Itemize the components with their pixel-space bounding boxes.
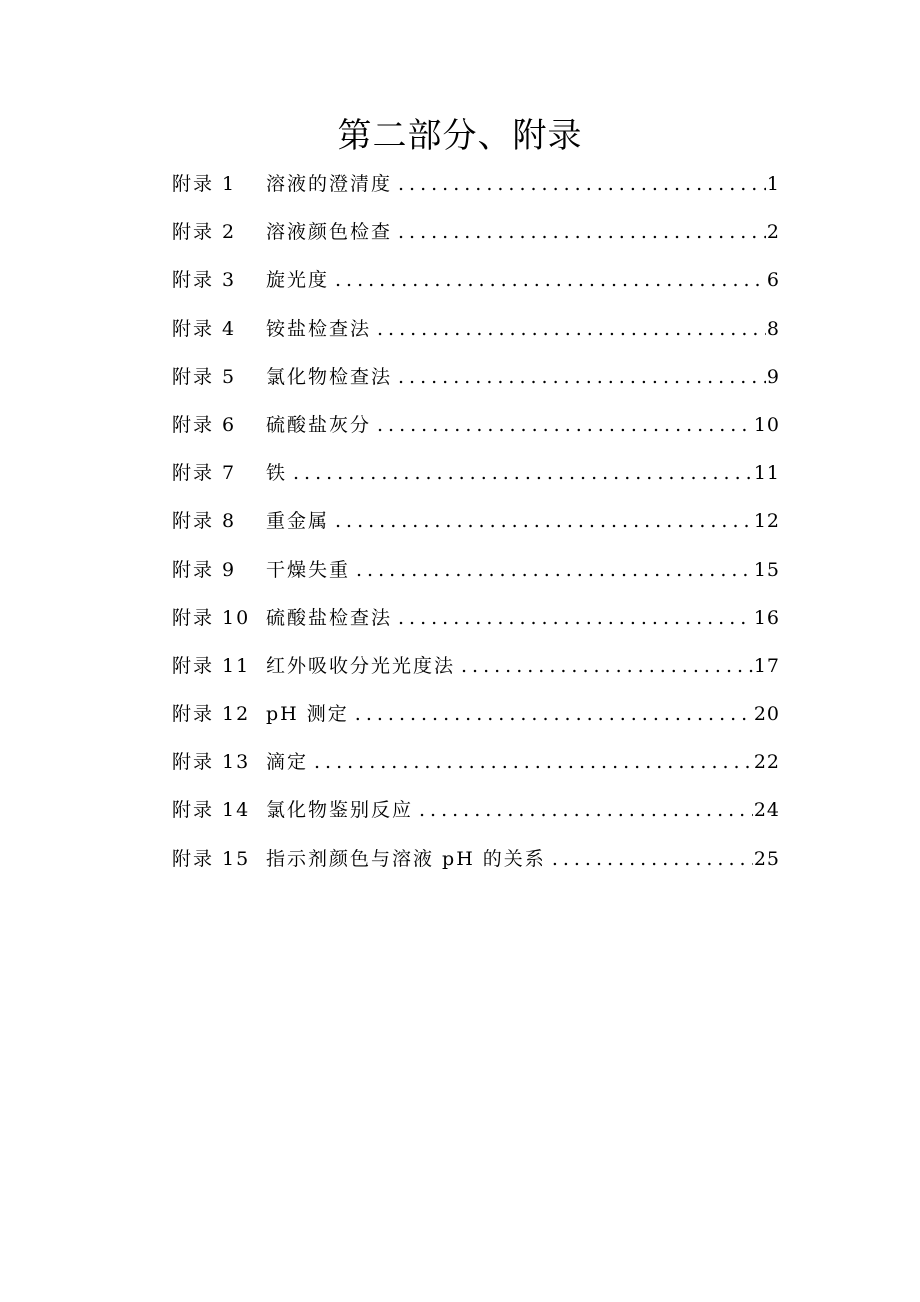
toc-entry-label: 附录 13 — [172, 751, 251, 774]
toc-entry-page: 24 — [753, 799, 780, 822]
toc-entry[interactable] — [172, 311, 780, 359]
toc-entry-label: 附录 1 — [172, 173, 237, 195]
toc-dot-leader — [398, 166, 766, 202]
toc-entry-name: 铁 — [266, 462, 288, 485]
toc-entry[interactable] — [172, 648, 780, 696]
toc-entry-page: 12 — [753, 510, 780, 533]
toc-entry-label: 附录 2 — [172, 221, 237, 244]
toc-entry-label: 附录 10 — [172, 606, 251, 629]
toc-entry[interactable] — [172, 696, 780, 744]
toc-entry-label: 附录 4 — [172, 317, 237, 340]
toc-entry-label: 附录 8 — [172, 510, 237, 533]
toc-dot-leader — [314, 744, 753, 780]
toc-entry-name: 硫酸盐灰分 — [266, 413, 372, 436]
toc-entry-name: pH 测定 — [266, 703, 349, 726]
toc-dot-leader — [355, 696, 753, 732]
toc-entry-label: 附录 7 — [172, 462, 237, 485]
toc-entry-name: 氯化物检查法 — [266, 365, 393, 388]
toc-entry-name: 溶液颜色检查 — [266, 221, 393, 244]
toc-entry-page: 25 — [753, 847, 780, 870]
toc-entry-name: 氯化物鉴别反应 — [266, 799, 414, 822]
toc-entry-label: 附录 9 — [172, 558, 237, 581]
toc-entry-label: 附录 15 — [172, 847, 251, 870]
toc-dot-leader — [293, 455, 753, 491]
toc-entry-label: 附录 6 — [172, 413, 237, 436]
toc-entry-label: 附录 5 — [172, 365, 237, 388]
toc-entry-page: 9 — [766, 365, 780, 388]
toc-entry-page: 1 — [766, 173, 780, 195]
toc-entry-name: 滴定 — [266, 751, 309, 774]
toc-entry-page: 8 — [766, 317, 780, 340]
toc-entry-page: 6 — [766, 269, 780, 292]
toc-dot-leader — [398, 600, 753, 636]
toc-entry-page: 2 — [766, 221, 780, 244]
toc-entry-page: 15 — [753, 558, 780, 581]
toc-entry[interactable] — [172, 552, 780, 600]
toc-dot-leader — [377, 407, 753, 443]
table-of-contents — [172, 166, 780, 889]
toc-entry-label: 附录 12 — [172, 703, 251, 726]
toc-entry-page: 20 — [753, 703, 780, 726]
toc-entry-name: 硫酸盐检查法 — [266, 606, 393, 629]
toc-entry-name: 重金属 — [266, 510, 330, 533]
toc-entry-page: 16 — [753, 606, 780, 629]
toc-entry[interactable] — [172, 503, 780, 551]
toc-entry-name: 指示剂颜色与溶液 pH 的关系 — [266, 847, 546, 870]
toc-entry-label: 附录 11 — [172, 654, 251, 677]
toc-entry-label: 附录 3 — [172, 269, 237, 292]
toc-dot-leader — [377, 311, 766, 347]
toc-entry-name: 铵盐检查法 — [266, 317, 372, 340]
toc-dot-leader — [398, 214, 766, 250]
toc-entry-label: 附录 14 — [172, 799, 251, 822]
toc-entry[interactable] — [172, 407, 780, 455]
toc-dot-leader — [461, 648, 753, 684]
toc-entry[interactable] — [172, 262, 780, 310]
toc-dot-leader — [552, 841, 753, 877]
toc-entry[interactable] — [172, 359, 780, 407]
toc-entry[interactable] — [172, 214, 780, 262]
toc-entry-name: 溶液的澄清度 — [266, 173, 393, 195]
toc-entry-page: 10 — [753, 413, 780, 436]
toc-entry[interactable] — [172, 744, 780, 792]
toc-dot-leader — [398, 359, 766, 395]
page-title: 第二部分、附录 — [337, 116, 583, 156]
toc-entry-name: 红外吸收分光光度法 — [266, 654, 456, 677]
toc-entry[interactable] — [172, 841, 780, 889]
toc-entry-name: 旋光度 — [266, 269, 330, 292]
toc-entry[interactable] — [172, 166, 780, 214]
toc-entry[interactable] — [172, 455, 780, 503]
toc-entry[interactable] — [172, 600, 780, 648]
toc-entry-page: 17 — [753, 654, 780, 677]
toc-dot-leader — [419, 792, 753, 828]
toc-entry-page: 22 — [753, 751, 780, 774]
toc-dot-leader — [335, 262, 766, 298]
toc-entry-page: 11 — [753, 462, 780, 485]
toc-entry-name: 干燥失重 — [266, 558, 351, 581]
toc-entry[interactable] — [172, 792, 780, 840]
toc-dot-leader — [335, 503, 753, 539]
toc-dot-leader — [356, 552, 753, 588]
